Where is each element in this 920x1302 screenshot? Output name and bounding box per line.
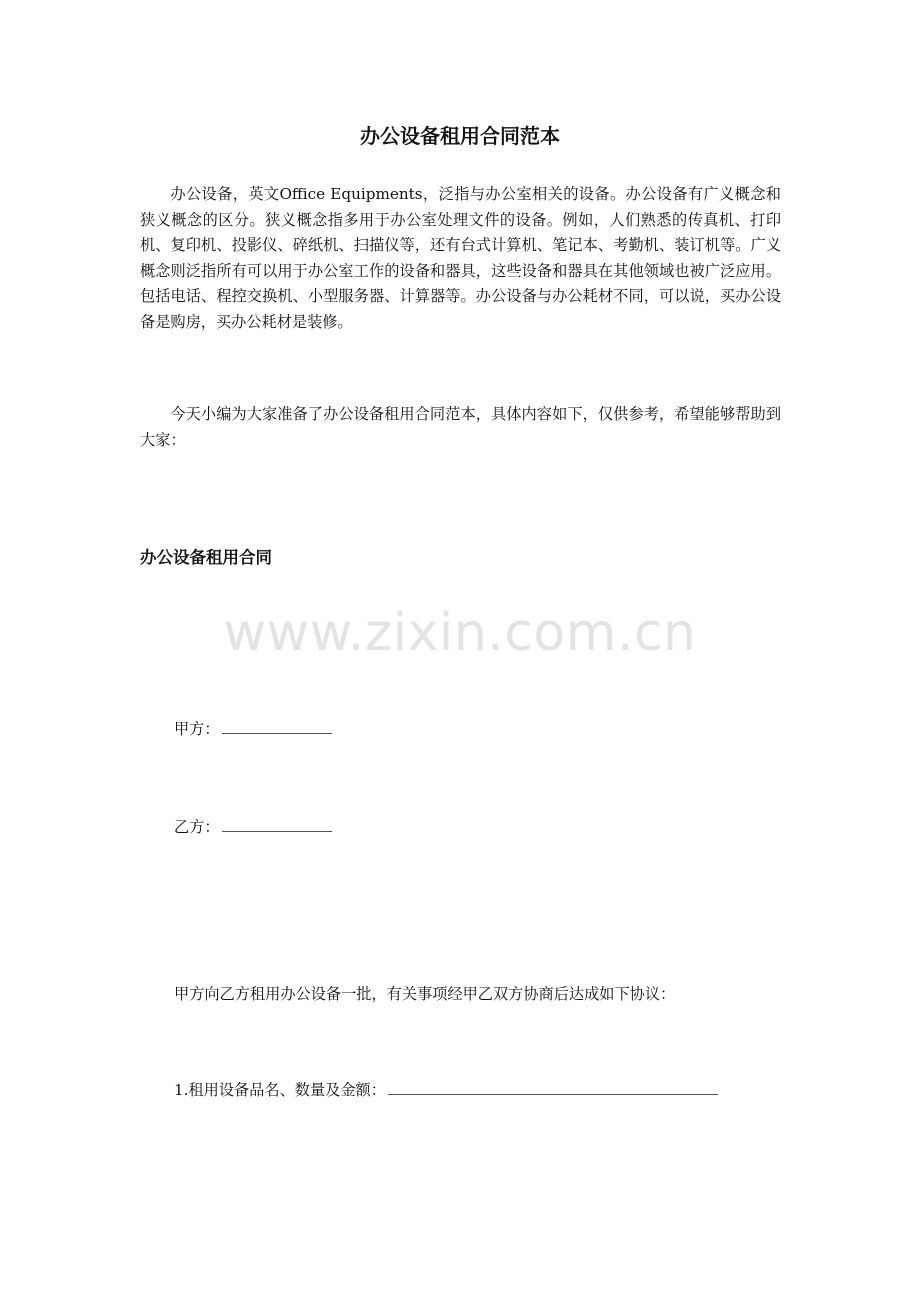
editor-note-paragraph: 今天小编为大家准备了办公设备租用合同范本，具体内容如下，仅供参考，希望能够帮助到大家： <box>140 405 781 449</box>
contract-heading: 办公设备租用合同 <box>140 548 272 567</box>
party-b-blank <box>222 813 332 832</box>
intro-paragraph: 办公设备，英文Office Equipments，泛指与办公室相关的设备。办公设备有广义概念和狭义概念的区分。狭义概念指多用于办公室处理文件的设备。例如，人们熟悉的传真机、打印机、复印机、投影仪、碎纸机、扫描仪等，还有台式计算机、笔记本、考勤机、装订机等。广义概念则泛指所有可以用于办公室工作的设备和器具，这些设备和器具在其他领域也被广泛应用。包括电话、程控交换机、小型服务器、计算器等。办公设备与办公耗材不同，可以说，买办公设备是购房，买办公耗材是装修。 <box>140 185 781 331</box>
clause-1-label: 1.租用设备品名、数量及金额： <box>174 1081 386 1099</box>
party-a-label: 甲方： <box>174 720 220 738</box>
clause-1-line <box>174 1076 718 1103</box>
clause-1-blank <box>388 1076 718 1095</box>
document-title: 办公设备租用合同范本 <box>360 124 560 148</box>
party-b-label: 乙方： <box>174 818 220 836</box>
agreement-statement: 甲方向乙方租用办公设备一批，有关事项经甲乙双方协商后达成如下协议： <box>174 985 676 1003</box>
site-watermark: www.zixin.com.cn <box>223 603 697 663</box>
party-a-line <box>174 715 332 742</box>
party-a-blank <box>222 715 332 734</box>
party-b-line <box>174 813 332 840</box>
